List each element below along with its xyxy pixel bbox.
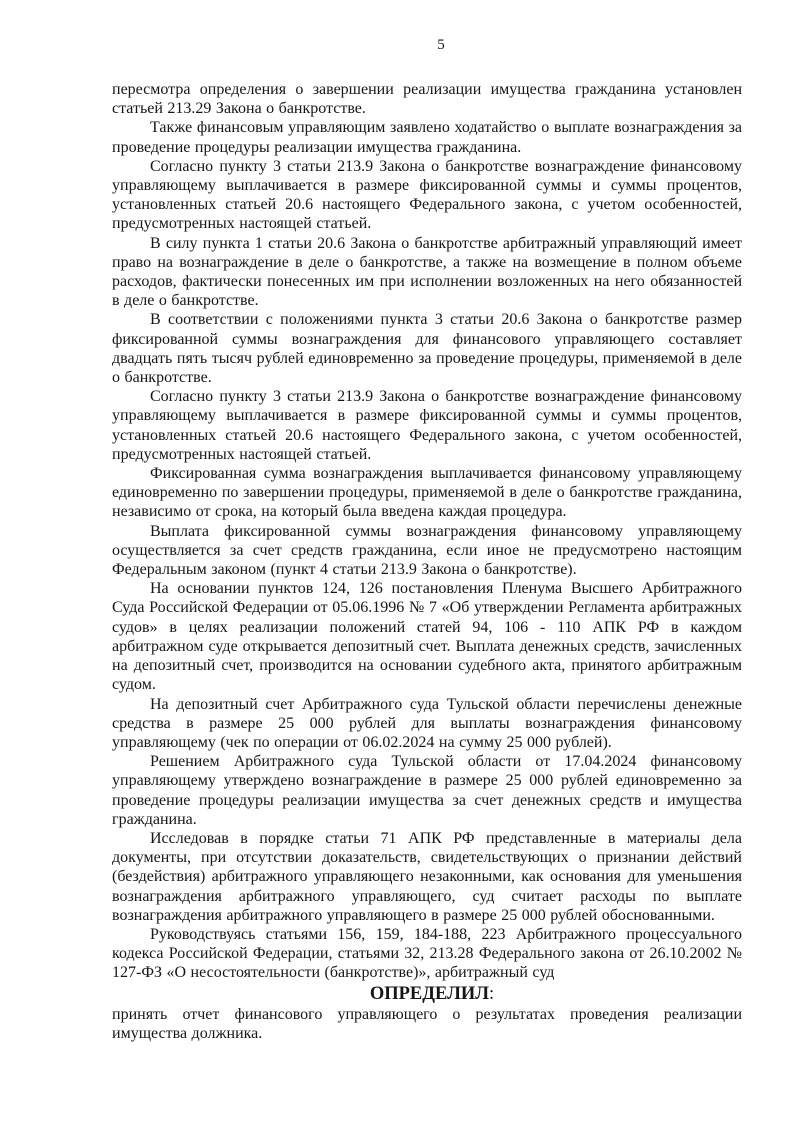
- paragraph: Фиксированная сумма вознаграждения выплачивается финансовому управляющему единовременно по завершении процедуры, применяемой в деле о банкротстве гражданина, независимо от срока, на который была введена каждая процедура.: [112, 465, 742, 521]
- resolution-heading: [112, 983, 742, 1005]
- paragraph: На основании пунктов 124, 126 постановления Пленума Высшего Арбитражного Суда Российской Федерации от 05.06.1996 № 7 «Об утверждении Регламента арбитражных судов» в целях реализации положений статей 94, 106 - 110 АПК РФ в каждом арбитражном суде открывается депозитный счет. Выплата денежных средств, зачисленных на депозитный счет, производится на основании судебного акта, принятого арбитражным судом.: [112, 580, 742, 694]
- paragraph: Решением Арбитражного суда Тульской области от 17.04.2024 финансовому управляющему утверждено вознаграждение в размере 25 000 рублей единовременно за проведение процедуры реализации имущества за счет денежных средств и имущества гражданина.: [112, 753, 742, 828]
- paragraph: Согласно пункту 3 статьи 213.9 Закона о банкротстве вознаграждение финансовому управляющему выплачивается в размере фиксированной суммы и суммы процентов, установленных статьей 20.6 настоящего Федерального закона, с учетом особенностей, предусмотренных настоящей статьей.: [112, 157, 742, 233]
- paragraph: На депозитный счет Арбитражного суда Тульской области перечислены денежные средства в размере 25 000 рублей для выплаты вознаграждения финансовому управляющему (чек по операции от 06.02.2024 на сумму 25 000 рублей).: [112, 695, 742, 751]
- paragraph: Также финансовым управляющим заявлено ходатайство о выплате вознаграждения за проведение процедуры реализации имущества гражданина.: [112, 119, 742, 156]
- resolution-colon: :: [489, 983, 495, 1004]
- paragraph: Исследовав в порядке статьи 71 АПК РФ представленные в материалы дела документы, при отсутствии доказательств, свидетельствующих о признании действий (бездействия) арбитражного управляющего незаконными, как основания для уменьшения вознаграждения арбитражного управляющего, суд считает расходы по выплате вознаграждения арбитражного управляющего в размере 25 000 рублей обоснованными.: [112, 829, 742, 924]
- closing-paragraph: принять отчет финансового управляющего о результатах проведения реализации имущества должника.: [112, 1005, 742, 1042]
- paragraph: Согласно пункту 3 статьи 213.9 Закона о банкротстве вознаграждение финансовому управляющему выплачивается в размере фиксированной суммы и суммы процентов, установленных статьей 20.6 настоящего Федерального закона, с учетом особенностей, предусмотренных настоящей статьей.: [112, 388, 742, 463]
- resolution-word: ОПРЕДЕЛИЛ: [369, 983, 490, 1004]
- paragraph: Руководствуясь статьями 156, 159, 184-188, 223 Арбитражного процессуального кодекса Российской Федерации, статьями 32, 213.28 Федерального закона от 26.10.2002 № 127-ФЗ «О несостоятельности (банкротстве)», арбитражный суд: [112, 925, 742, 982]
- paragraph: В силу пункта 1 статьи 20.6 Закона о банкротстве арбитражный управляющий имеет право на вознаграждение в деле о банкротстве, а также на возмещение в полном объеме расходов, фактически понесенных им при исполнении возложенных на него обязанностей в деле о банкротстве.: [112, 234, 742, 310]
- paragraph: пересмотра определения о завершении реализации имущества гражданина установлен статьей 213.29 Закона о банкротстве.: [112, 81, 742, 118]
- document-body: [112, 80, 742, 1043]
- paragraph: Выплата фиксированной суммы вознаграждения финансовому управляющему осуществляется за счет средств гражданина, если иное не предусмотрено настоящим Федеральным законом (пункт 4 статьи 213.9 Закона о банкротстве).: [112, 522, 742, 579]
- page-number: 5: [437, 37, 445, 53]
- paragraph: В соответствии с положениями пункта 3 статьи 20.6 Закона о банкротстве размер фиксированной суммы вознаграждения для финансового управляющего составляет двадцать пять тысяч рублей единовременно за проведение процедуры, применяемой в деле о банкротстве.: [112, 311, 742, 387]
